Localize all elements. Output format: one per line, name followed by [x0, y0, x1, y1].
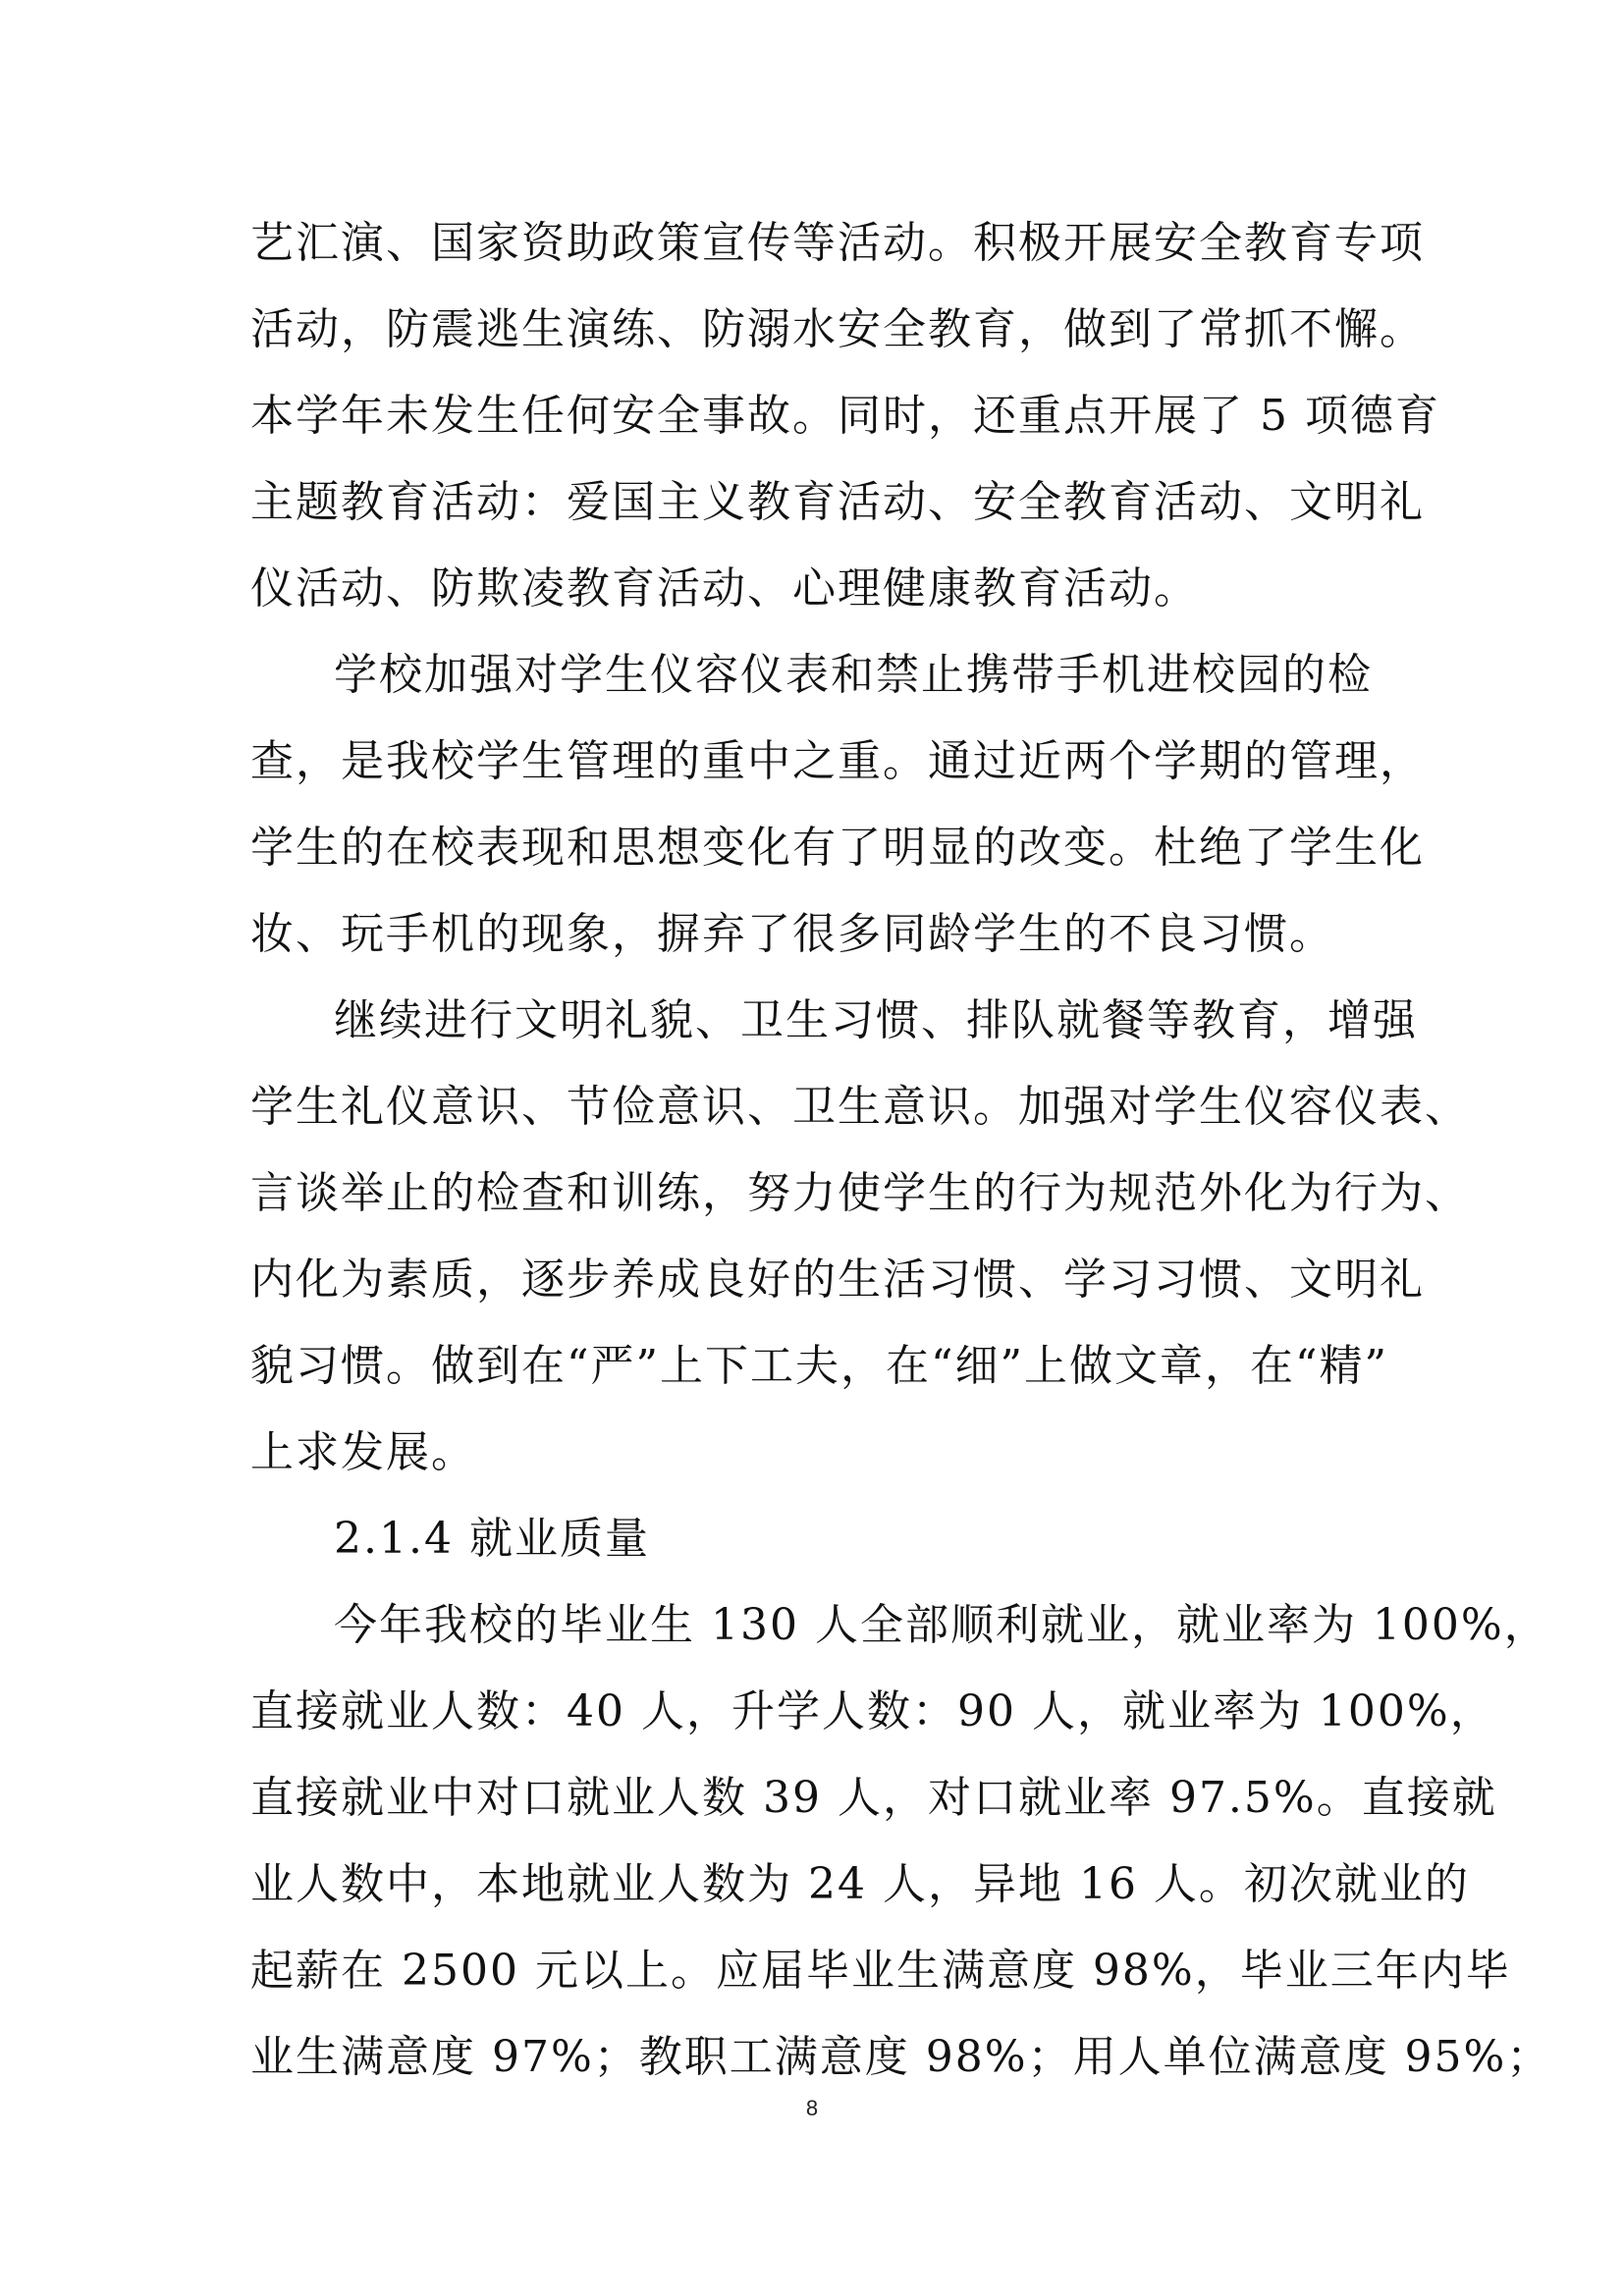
paragraph-line: 学生礼仪意识、节俭意识、卫生意识。加强对学生仪容仪表、	[250, 1082, 1470, 1132]
paragraph-line: 直接就业中对口就业人数 39 人，对口就业率 97.5%。直接就	[250, 1773, 1497, 1823]
paragraph-line: 上求发展。	[250, 1427, 476, 1477]
paragraph-line: 活动，防震逃生演练、防溺水安全教育，做到了常抓不懈。	[250, 304, 1425, 354]
paragraph-line: 貌习惯。做到在“严”上下工夫，在“细”上做文章，在“精”	[250, 1341, 1388, 1391]
paragraph-line: 本学年未发生任何安全事故。同时，还重点开展了 5 项德育	[250, 391, 1440, 441]
paragraph-line: 学生的在校表现和思想变化有了明显的改变。杜绝了学生化	[250, 823, 1425, 873]
paragraph-line: 业生满意度 97%；教职工满意度 98%；用人单位满意度 95%；	[250, 2032, 1552, 2082]
paragraph-line: 言谈举止的检查和训练，努力使学生的行为规范外化为行为、	[250, 1168, 1470, 1218]
page-number: 8	[805, 2096, 819, 2120]
paragraph-line: 学校加强对学生仪容仪表和禁止携带手机进校园的检	[334, 650, 1373, 700]
paragraph-line: 妆、玩手机的现象，摒弃了很多同龄学生的不良习惯。	[250, 909, 1334, 959]
paragraph-line: 起薪在 2500 元以上。应届毕业生满意度 98%，毕业三年内毕	[250, 1946, 1511, 1996]
section-heading: 2.1.4 就业质量	[334, 1514, 650, 1564]
paragraph-line: 主题教育活动：爱国主义教育活动、安全教育活动、文明礼	[250, 477, 1425, 527]
paragraph-line: 直接就业人数：40 人，升学人数：90 人，就业率为 100%，	[250, 1686, 1495, 1736]
paragraph-line: 业人数中，本地就业人数为 24 人，异地 16 人。初次就业的	[250, 1859, 1470, 1909]
paragraph-line: 今年我校的毕业生 130 人全部顺利就业，就业率为 100%，	[334, 1600, 1549, 1650]
paragraph-line: 仪活动、防欺凌教育活动、心理健康教育活动。	[250, 563, 1199, 614]
paragraph-line: 内化为素质，逐步养成良好的生活习惯、学习习惯、文明礼	[250, 1255, 1425, 1305]
paragraph-line: 查，是我校学生管理的重中之重。通过近两个学期的管理，	[250, 736, 1425, 786]
paragraph-line: 艺汇演、国家资助政策宣传等活动。积极开展安全教育专项	[250, 218, 1425, 268]
paragraph-line: 继续进行文明礼貌、卫生习惯、排队就餐等教育，增强	[334, 995, 1418, 1045]
